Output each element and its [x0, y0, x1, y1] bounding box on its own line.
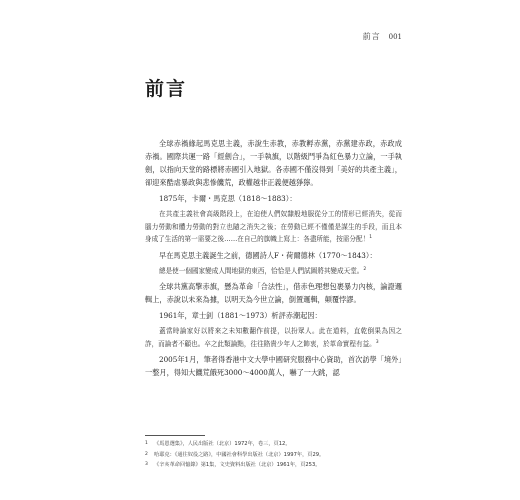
paragraph-5: 1961年，章士釗（1881〜1973）析評赤潮起因： [159, 311, 322, 320]
footnote-3 [145, 460, 402, 471]
footnote-number: 1 [145, 441, 148, 446]
footnote-1 [145, 439, 402, 450]
footnote-number: 3 [145, 462, 148, 467]
footnote-ref-3[interactable]: 3 [375, 339, 379, 345]
paragraph-3: 早在馬克思主義誕生之前，德國詩人F・荷爾德林（1770〜1843）： [159, 250, 377, 260]
running-head-title: 前言 [362, 32, 381, 41]
paragraph-2: 1875年，卡爾・馬克思（1818〜1883）： [159, 194, 297, 203]
block-quote-2 [145, 265, 402, 278]
block-quote-1 [145, 208, 402, 246]
block-quote-3 [145, 325, 402, 350]
paragraph-1: 全球赤禍緣起馬克思主義，赤說生赤教，赤教孵赤黨，赤黨建赤政，赤政成赤禍。國際共運一路「經劍合」，一手執旗，以階級鬥爭為紅色暴力立論，一手執劍，以指向天堂的路標將赤國引入地獄。各赤國不僅沒得到「美好的共產主義」，卻迎來酷虐暴政與悲慘饑荒，政權越非正義便越猙獰。 [145, 139, 402, 187]
footnote-2 [145, 450, 402, 461]
page-number: 001 [388, 33, 402, 41]
footnote-ref-1[interactable]: 1 [369, 234, 373, 240]
footnote-text: 《辛亥革命回憶錄》第1集，文史資料出版社（北京）1961年，頁253。 [154, 462, 321, 468]
chapter-title: 前言 [145, 78, 188, 100]
body-text [145, 137, 402, 382]
quote-text: 蓋當時論家好以將來之未知數翻作前提，以扮眾人。此在道料，直乾倒果為因之詐，而論者不顧也。卒之此類論點，往往賂貴少年人之飾衷，於革命實程有益。 [145, 327, 402, 348]
footnote-divider [145, 435, 205, 436]
paragraph-4: 全球共黨高擎赤旗，懸為革命「合法性」，借赤色理想包裹暴力內核，論證邏輯上，赤說以未來為據，以明天為今世立論，倒置邏輯，顛覆悖謬。 [145, 282, 402, 304]
footnotes [145, 439, 402, 471]
footnote-text: 哈耶克：《通往奴役之路》，中國社會科學出版社（北京）1997年，頁29。 [154, 451, 325, 458]
footnote-ref-2[interactable]: 2 [363, 266, 367, 272]
footnote-text: 《馬恩選集》，人民出版社（北京）1972年，卷三，頁12。 [154, 441, 291, 447]
quote-text: 在共產主義社會高級階段上，在迫使人們奴隸般地服從分工的情形已經消失，從而腦力勞動和體力勞動的對立也隨之消失之後；在勞動已經不僅僅是謀生的手段，而且本身成了生活的第一需要之後……在自己的旗幟上寫上：各盡所能，按需分配！ [145, 210, 402, 243]
quote-text: 總是使一個國家變成人間地獄的東西，恰恰是人們試圖將其變成天堂。 [159, 266, 364, 275]
running-head [363, 31, 402, 42]
paragraph-6: 2005年1月，筆者得香港中文大學中國研究服務中心資助，首次訪學「境外」一整月，得知大饑荒餓死3000〜4000萬人，嚇了一大跳，認 [145, 355, 402, 377]
footnote-number: 2 [145, 451, 148, 457]
